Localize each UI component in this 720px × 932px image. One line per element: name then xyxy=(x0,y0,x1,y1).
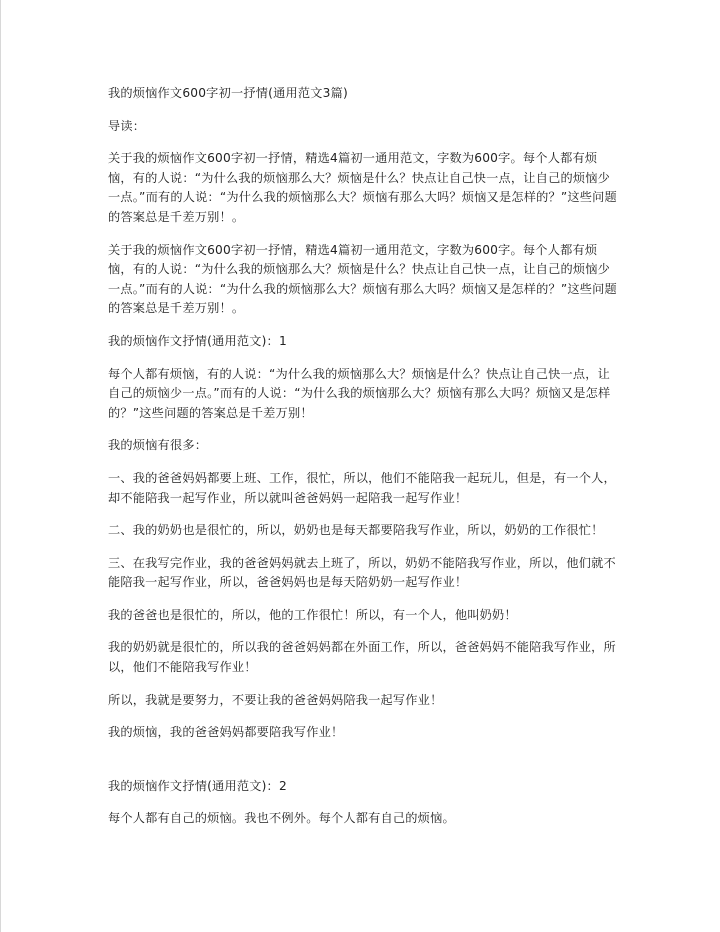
document-body xyxy=(108,84,618,842)
intro-paragraph-2: 关于我的烦恼作文600字初一抒情，精选4篇初一通用范文，字数为600字。每个人都有烦恼，有的人说：“为什么我的烦恼那么大？烦恼是什么？快点让自己快一点，让自己的烦恼少一点。”而有的人说：“为什么我的烦恼那么大？烦恼有那么大吗？烦恼又是怎样的？”这些问题的答案总是千差万别！。 xyxy=(108,242,617,316)
essay-1-paragraph: 我的爸爸也是很忙的，所以，他的工作很忙！所以，有一个人，他叫奶奶！ xyxy=(108,607,517,622)
essay-1-paragraph: 我的奶奶就是很忙的，所以我的爸爸妈妈都在外面工作，所以，爸爸妈妈不能陪我写作业，所以，他们不能陪我写作业！ xyxy=(108,640,616,675)
intro-paragraph-1: 关于我的烦恼作文600字初一抒情，精选4篇初一通用范文，字数为600字。每个人都有烦恼，有的人说：“为什么我的烦恼那么大？烦恼是什么？快点让自己快一点，让自己的烦恼少一点。”而有的人说：“为什么我的烦恼那么大？烦恼有那么大吗？烦恼又是怎样的？”这些问题的答案总是千差万别！。 xyxy=(108,151,617,224)
essay-1-paragraph: 所以，我就是要努力，不要让我的爸爸妈妈陪我一起写作业！ xyxy=(108,692,443,707)
document-title: 我的烦恼作文600字初一抒情(通用范文3篇) xyxy=(108,86,348,100)
essay-1-paragraph: 我的烦恼，我的爸爸妈妈都要陪我写作业！ xyxy=(108,725,344,740)
essay-1-paragraph: 二、我的奶奶也是很忙的，所以，奶奶也是每天都要陪我写作业，所以，奶奶的工作很忙！ xyxy=(108,523,604,538)
essay-1-paragraph: 三、在我写完作业，我的爸爸妈妈就去上班了，所以，奶奶不能陪我写作业，所以，他们就不能陪我一起写作业，所以，爸爸妈妈也是每天陪奶奶一起写作业！ xyxy=(108,555,616,590)
essay-1-heading: 我的烦恼作文抒情(通用范文)：1 xyxy=(108,333,287,348)
essay-1-paragraph: 一、我的爸爸妈妈都要上班、工作，很忙，所以，他们不能陪我一起玩儿，但是，有一个人，却不能陪我一起写作业，所以就叫爸爸妈妈一起陪我一起写作业！ xyxy=(108,470,616,505)
essay-2-paragraph: 每个人都有自己的烦恼。我也不例外。每个人都有自己的烦恼。 xyxy=(108,811,455,826)
essay-1-paragraph: 每个人都有烦恼，有的人说：“为什么我的烦恼那么大？烦恼是什么？快点让自己快一点，让自己的烦恼少一点。”而有的人说：“为什么我的烦恼那么大？烦恼有那么大吗？烦恼又是怎样的？”这些问题的答案总是千差万别！ xyxy=(108,366,611,420)
guide-label: 导读： xyxy=(108,118,146,133)
essay-1-paragraph: 我的烦恼有很多： xyxy=(108,438,208,453)
essay-2-heading: 我的烦恼作文抒情(通用范文)：2 xyxy=(108,778,287,793)
